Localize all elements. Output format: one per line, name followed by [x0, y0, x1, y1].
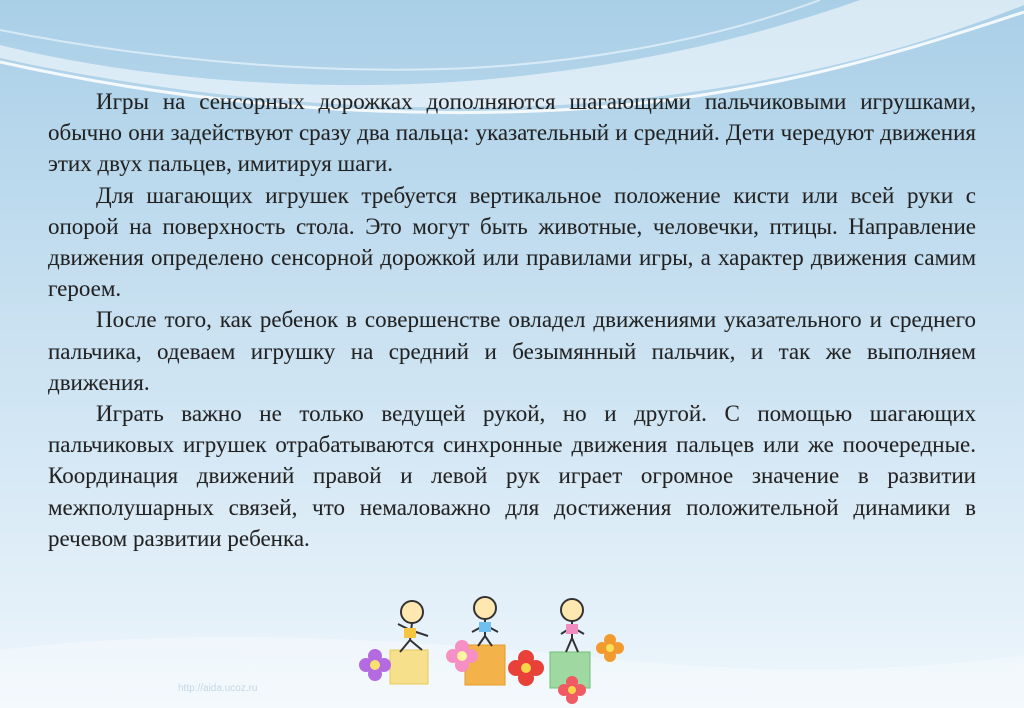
- orange-flower-icon: [596, 634, 624, 662]
- child-figure-icon: [561, 599, 584, 652]
- kids-and-flowers-illustration: [340, 590, 640, 708]
- paragraph-1: Игры на сенсорных дорожках дополняются шагающими пальчиковыми игрушками, обычно они задействуют сразу два пальца: указательный и средний. Дети чередуют движения этих двух пальцев, имитируя шаги.: [48, 89, 976, 177]
- paragraph-2: Для шагающих игрушек требуется вертикальное положение кисти или всей руки с опорой на поверхность стола. Это могут быть животные, человечки, птицы. Направление движения определено сенсорной дорожкой или правилами игры, а характер движения самим героем.: [48, 182, 976, 302]
- body-text: [48, 86, 976, 554]
- red-flower-icon: [508, 650, 544, 686]
- child-figure-icon: [398, 601, 428, 652]
- yellow-block: [390, 650, 428, 684]
- child-figure-icon: [472, 597, 498, 646]
- purple-flower-icon: [359, 649, 391, 681]
- paragraph-3: После того, как ребенок в совершенстве овладел движениями указательного и среднего пальчика, одеваем игрушку на средний и безымянный пальчик, и так же выполняем движения.: [48, 307, 976, 395]
- watermark-url: http://aida.ucoz.ru: [178, 683, 258, 694]
- paragraph-4: Играть важно не только ведущей рукой, но и другой. С помощью шагающих пальчиковых игрушек отрабатываются синхронные движения пальцев или же поочередные. Координация движений правой и левой рук играет огромное значение в развитии межполушарных связей, что немаловажно для достижения положительной динамики в речевом развитии ребенка.: [48, 401, 976, 551]
